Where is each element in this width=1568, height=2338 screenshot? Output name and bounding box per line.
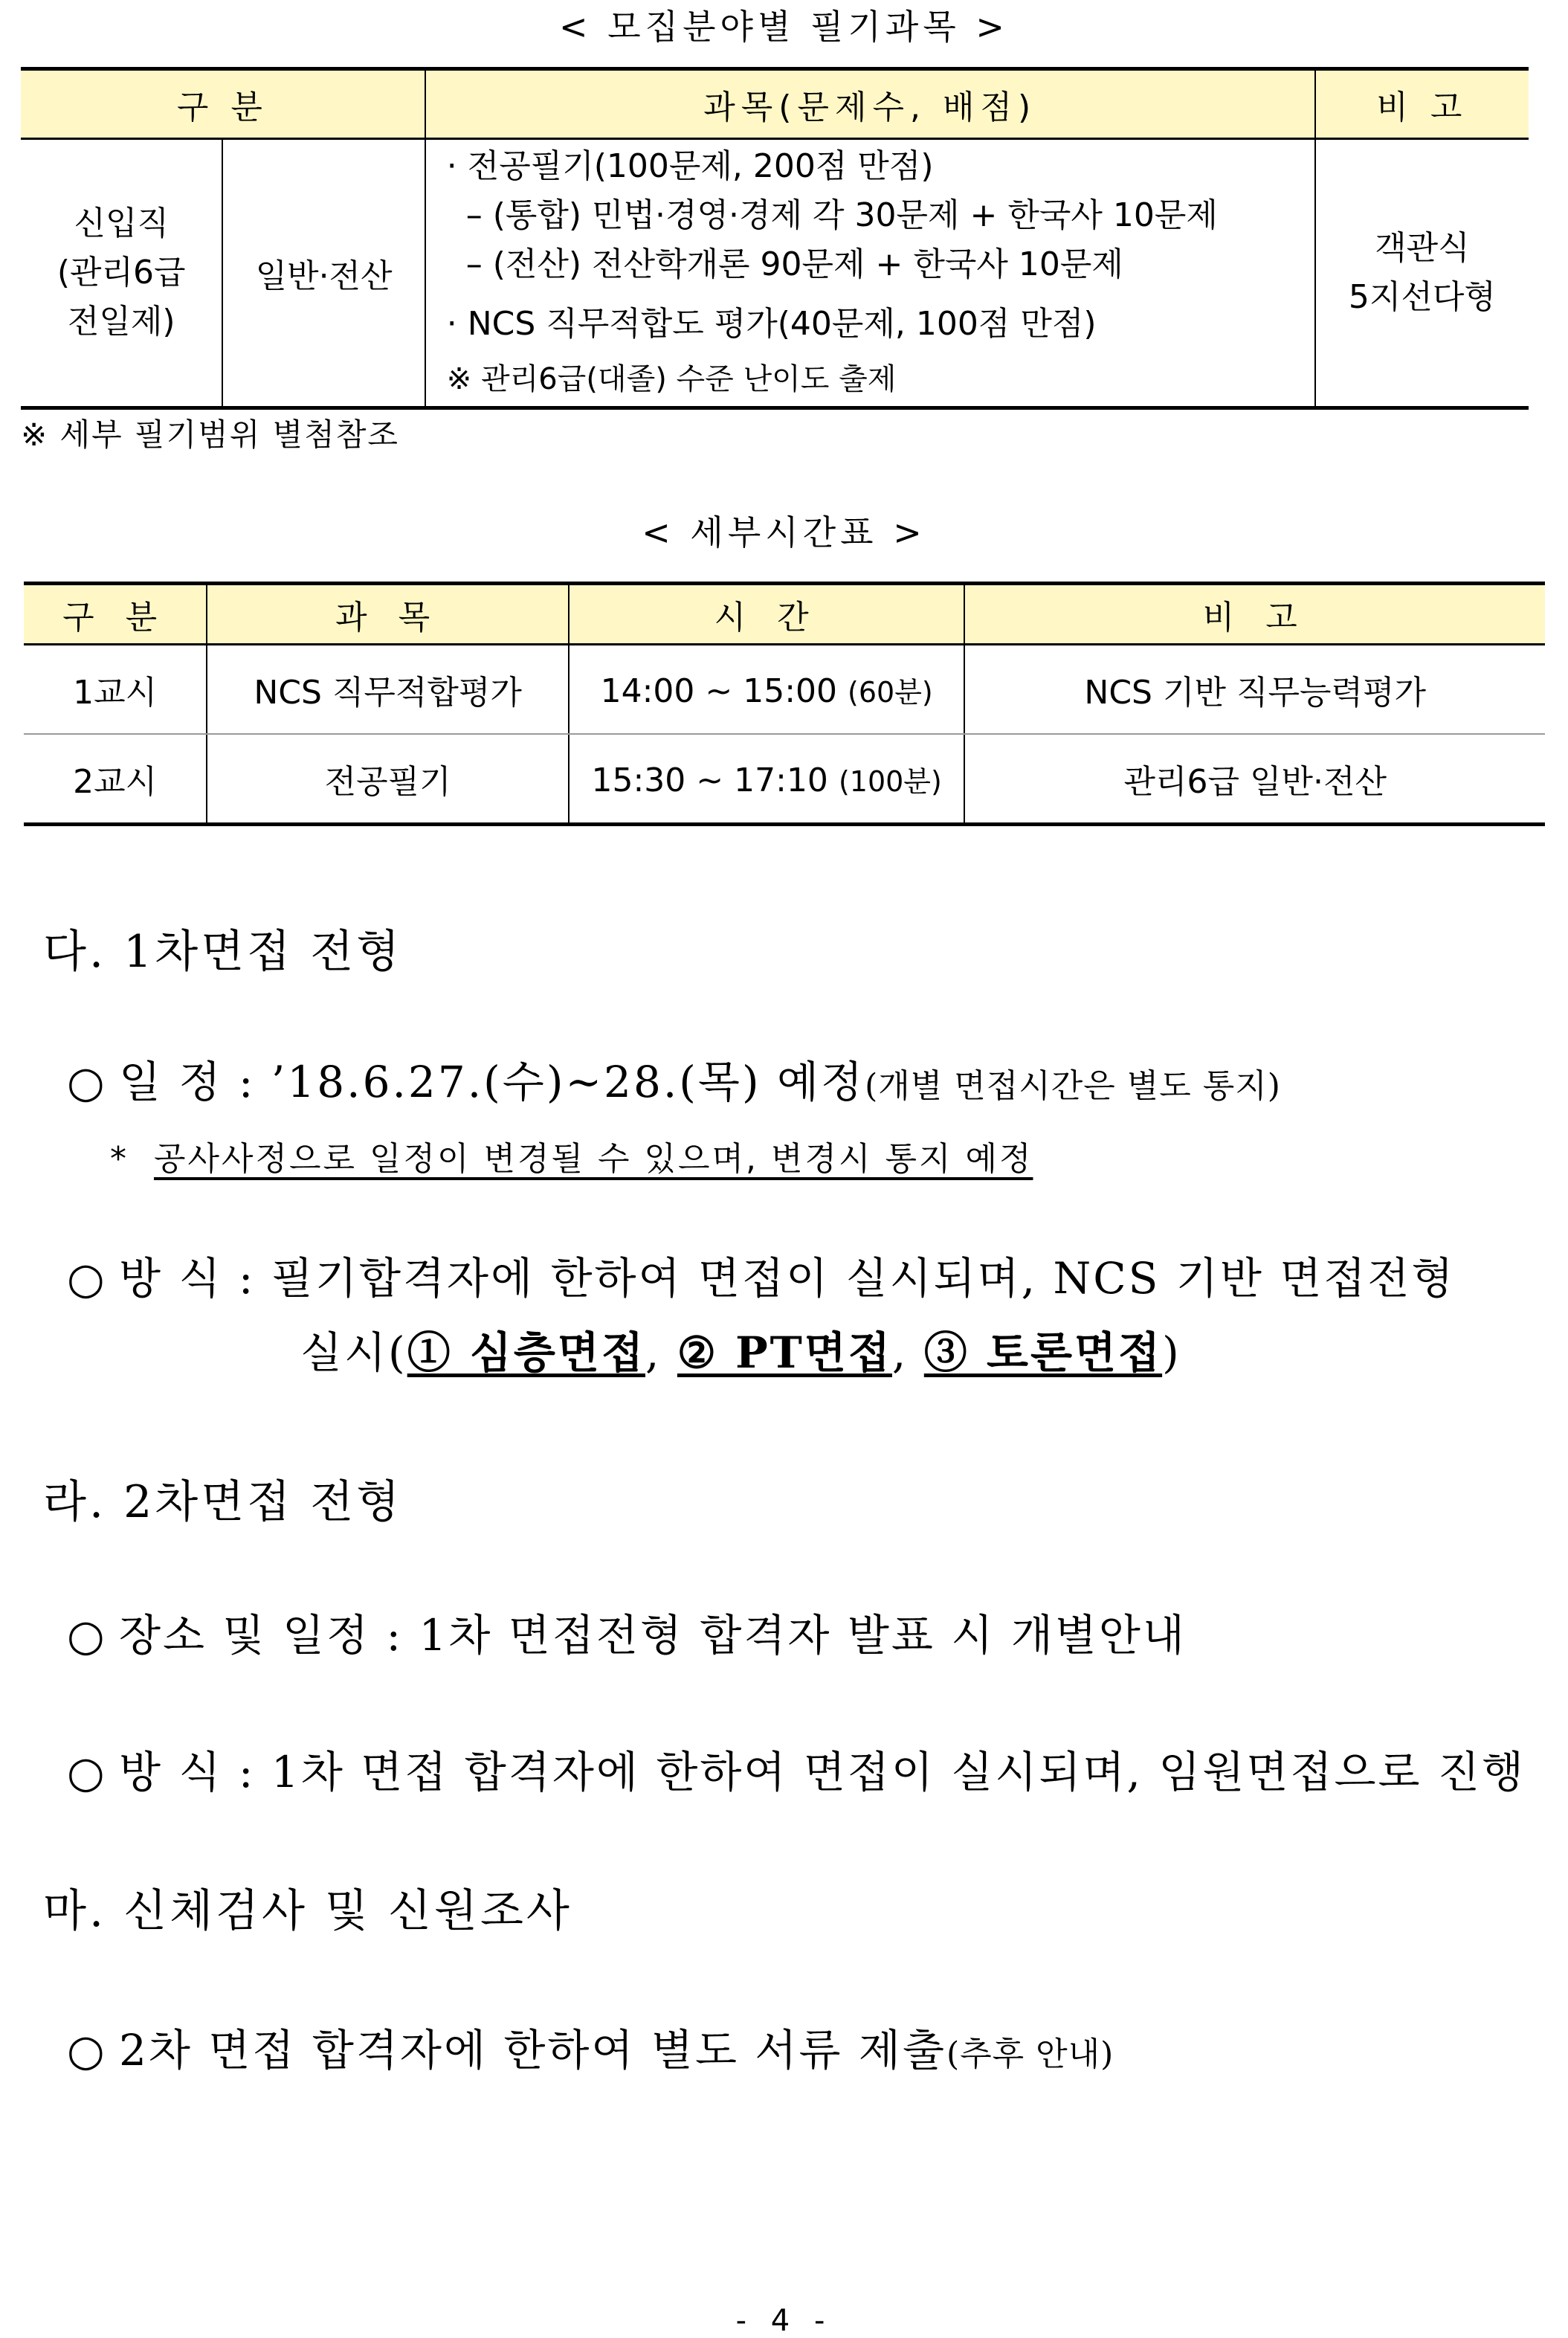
period-cell: 2교시 [24, 734, 207, 825]
schedule-label: 일 정 : [119, 1057, 256, 1107]
place-value: 1차 면접전형 합격자 발표 시 개별안내 [419, 1610, 1187, 1661]
section-ma-heading: 마. 신체검사 및 신원조사 [43, 1885, 572, 1937]
schedule-change-note [110, 1132, 1033, 1179]
time-cell [569, 645, 965, 735]
method-line-cont [300, 1318, 1181, 1380]
subjects-cell [425, 139, 1315, 408]
header-note: 비 고 [1315, 69, 1529, 139]
method-cont: 실시( [300, 1327, 407, 1378]
place-label: 장소 및 일정 : [119, 1610, 403, 1661]
header-note: 비 고 [964, 584, 1545, 645]
interview-type-1: ① 심층면접 [407, 1327, 645, 1378]
separator: , [891, 1327, 924, 1378]
subject-line: ※ 관리6급(대졸) 수준 난이도 출제 [446, 362, 897, 396]
subject-cell: NCS 직무적합평가 [207, 645, 569, 735]
documents-line [67, 2015, 1114, 2078]
subject-cell: 전공필기 [207, 734, 569, 825]
documents-text: 2차 면접 합격자에 한하여 별도 서류 제출 [119, 2025, 946, 2075]
asterisk-icon: * [110, 1140, 129, 1178]
duration-value: (60분) [848, 675, 933, 709]
schedule-line [67, 1047, 1281, 1110]
bullet-icon: ○ [67, 1253, 107, 1304]
header-subjects: 과목(문제수, 배점) [425, 69, 1315, 139]
method-label: 방 식 : [119, 1253, 256, 1304]
note-cell: 객관식 5지선다형 [1315, 139, 1529, 408]
subject-line: – (전산) 전산학개론 90문제 + 한국사 10문제 [465, 245, 1123, 283]
table2-title: < 세부시간표 > [642, 512, 926, 553]
time-value: 14:00 ~ 15:00 [600, 672, 838, 710]
subject-line: · 전공필기(100문제, 200점 만점) [446, 147, 934, 185]
note-cell: 관리6급 일반·전산 [964, 734, 1545, 825]
header-time: 시 간 [569, 584, 965, 645]
subject-line: – (통합) 민법·경영·경제 각 30문제 + 한국사 10문제 [465, 196, 1218, 234]
schedule-value: ’18.6.27.(수)~28.(목) 예정 [271, 1057, 865, 1107]
place-line [67, 1600, 1187, 1663]
schedule-note: (개별 면접시간은 별도 통지) [865, 1067, 1281, 1105]
method-line [67, 1243, 1455, 1306]
method-text: 필기합격자에 한하여 면접이 실시되며, NCS 기반 면접전형 [271, 1253, 1456, 1304]
period-cell: 1교시 [24, 645, 207, 735]
method2-label: 방 식 : [119, 1747, 256, 1797]
subject-line: · NCS 직무적합도 평가(40문제, 100점 만점) [446, 305, 1097, 343]
section-ra-heading: 라. 2차면접 전형 [43, 1476, 403, 1528]
table1-footnote: ※ 세부 필기범위 별첨참조 [21, 416, 399, 453]
bullet-icon: ○ [67, 2025, 107, 2075]
paren-close: ) [1162, 1327, 1181, 1378]
time-value: 15:30 ~ 17:10 [591, 761, 828, 799]
bullet-icon: ○ [67, 1610, 107, 1661]
interview-type-2: ② PT면접 [677, 1327, 892, 1378]
method2-value: 1차 면접 합격자에 한하여 면접이 실시되며, 임원면접으로 진행 [271, 1747, 1526, 1797]
header-category: 구 분 [24, 584, 207, 645]
duration-value: (100분) [838, 764, 942, 798]
header-subject: 과 목 [207, 584, 569, 645]
table-row [24, 645, 1545, 735]
table1-title: < 모집분야별 필기과목 > [559, 7, 1009, 47]
schedule-table [24, 582, 1545, 826]
page-number: - 4 - [735, 2304, 833, 2338]
subcategory-cell: 일반·전산 [222, 139, 425, 408]
interview-type-3: ③ 토론면접 [923, 1327, 1163, 1378]
documents-note: (추후 안내) [946, 2035, 1114, 2073]
section-da-heading: 다. 1차면접 전형 [43, 926, 403, 978]
schedule-change-text: 공사사정으로 일정이 변경될 수 있으며, 변경시 통지 예정 [153, 1140, 1033, 1178]
category-cell: 신입직 (관리6급 전일제) [21, 139, 222, 408]
table-row [24, 734, 1545, 825]
bullet-icon: ○ [67, 1057, 107, 1107]
bullet-icon: ○ [67, 1747, 107, 1797]
written-subjects-table [21, 67, 1529, 410]
method2-line [67, 1737, 1526, 1800]
header-category: 구 분 [21, 69, 425, 139]
time-cell [569, 734, 965, 825]
note-cell: NCS 기반 직무능력평가 [964, 645, 1545, 735]
separator: , [645, 1327, 677, 1378]
